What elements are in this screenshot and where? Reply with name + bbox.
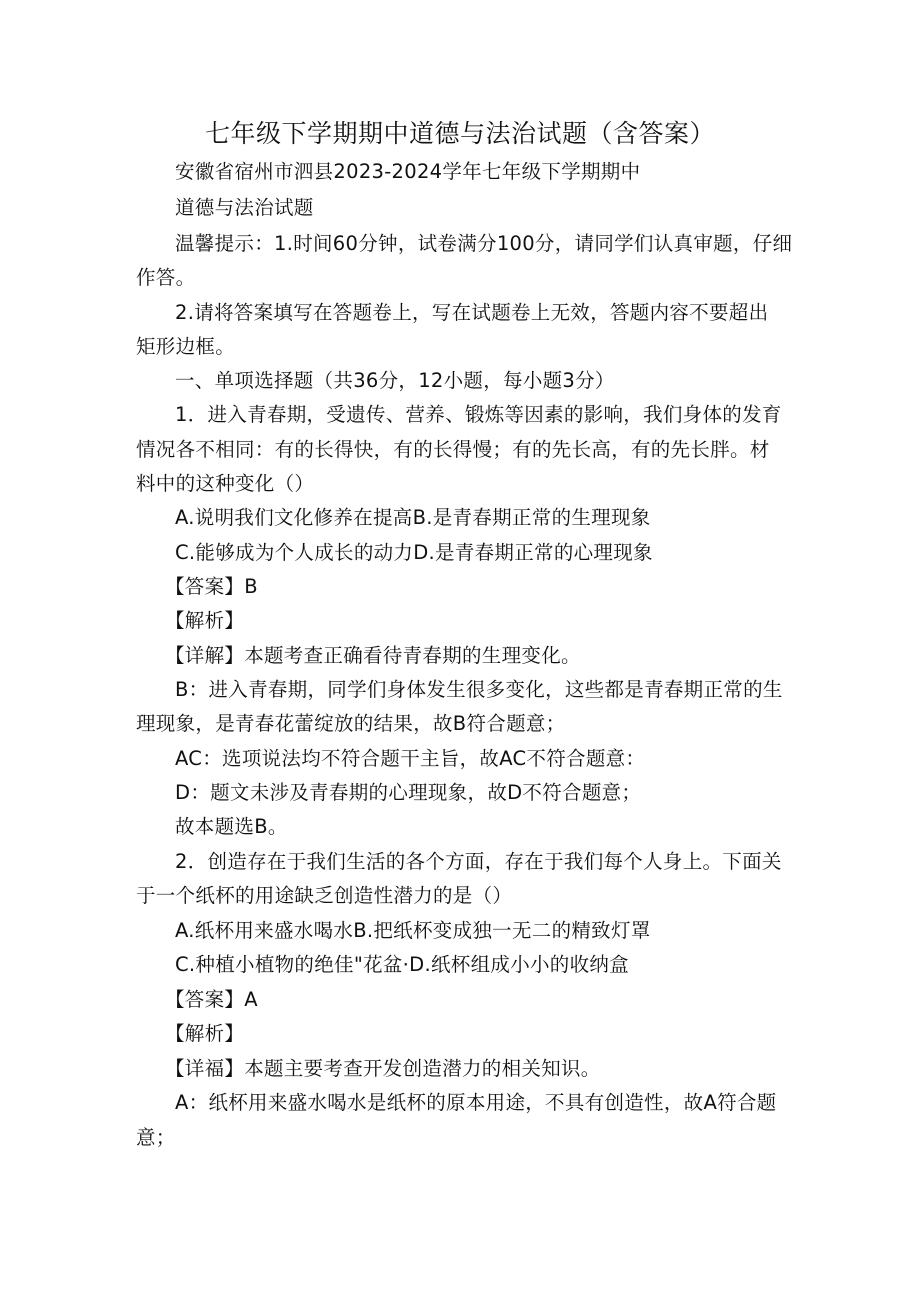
subtitle-line: 安徽省宿州市泗县2023-2024学年七年级下学期期中 (175, 160, 641, 183)
answer-label: 【答案】B (165, 575, 258, 598)
question-text: 情况各不相同：有的长得快，有的长得慢；有的先长高，有的先长胖。材 (136, 438, 770, 461)
question-text: 于一个纸杯的用途缺乏创造性潜力的是（） (136, 884, 513, 907)
question-text: 1．进入青春期，受遗传、营养、锻炼等因素的影响，我们身体的发育 (175, 403, 782, 426)
subtitle-line: 道德与法治试题 (175, 196, 314, 219)
question-text: 2．创造存在于我们生活的各个方面，存在于我们每个人身上。下面关 (175, 850, 782, 873)
tip-line: 矩形边框。 (136, 335, 236, 358)
tip-line: 温馨提示：1.时间60分钟，试卷满分100分，请同学们认真审题，仔细 (175, 232, 793, 255)
detail-text: 【详福】本题主要考查开发创造潜力的相关知识。 (165, 1057, 601, 1080)
question-text: 料中的这种变化（） (136, 472, 315, 495)
answer-label: 【答案】A (165, 988, 258, 1011)
page-title: 七年级下学期期中道德与法治试题（含答案） (204, 119, 715, 148)
explanation-text: A：纸杯用来盛水喝水是纸杯的原本用途，不具有创造性，故A符合题 (175, 1091, 777, 1114)
explanation-text: AC：选项说法均不符合题干主旨，故AC不符合题意： (175, 747, 646, 770)
tip-line: 作答。 (136, 266, 196, 289)
question-option: A.纸杯用来盛水喝水B.把纸杯变成独一无二的精致灯罩 (175, 919, 651, 942)
explanation-text: 理现象，是青春花蕾绽放的结果，故B符合题意； (136, 712, 566, 735)
analysis-label: 【解析】 (165, 1022, 245, 1045)
question-option: C.种植小植物的绝佳"花盆·D.纸杯组成小小的收纳盒 (175, 953, 629, 976)
detail-text: 【详解】本题考查正确看待青春期的生理变化。 (165, 644, 581, 667)
tip-line: 2.请将答案填写在答题卷上，写在试题卷上无效，答题内容不要超出 (175, 301, 769, 324)
analysis-label: 【解析】 (165, 609, 245, 632)
explanation-text: D：题文未涉及青春期的心理现象，故D不符合题意； (175, 781, 642, 804)
section-heading: 一、单项选择题（共36分，12小题，每小题3分） (175, 369, 615, 392)
question-option: C.能够成为个人成长的动力D.是青春期正常的心理现象 (175, 541, 653, 564)
conclusion-text: 故本题选B。 (175, 815, 288, 838)
question-option: A.说明我们文化修养在提高B.是青春期正常的生理现象 (175, 506, 651, 529)
explanation-text: 意； (136, 1126, 176, 1149)
explanation-text: B：进入青春期，同学们身体发生很多变化，这些都是青春期正常的生 (175, 678, 783, 701)
